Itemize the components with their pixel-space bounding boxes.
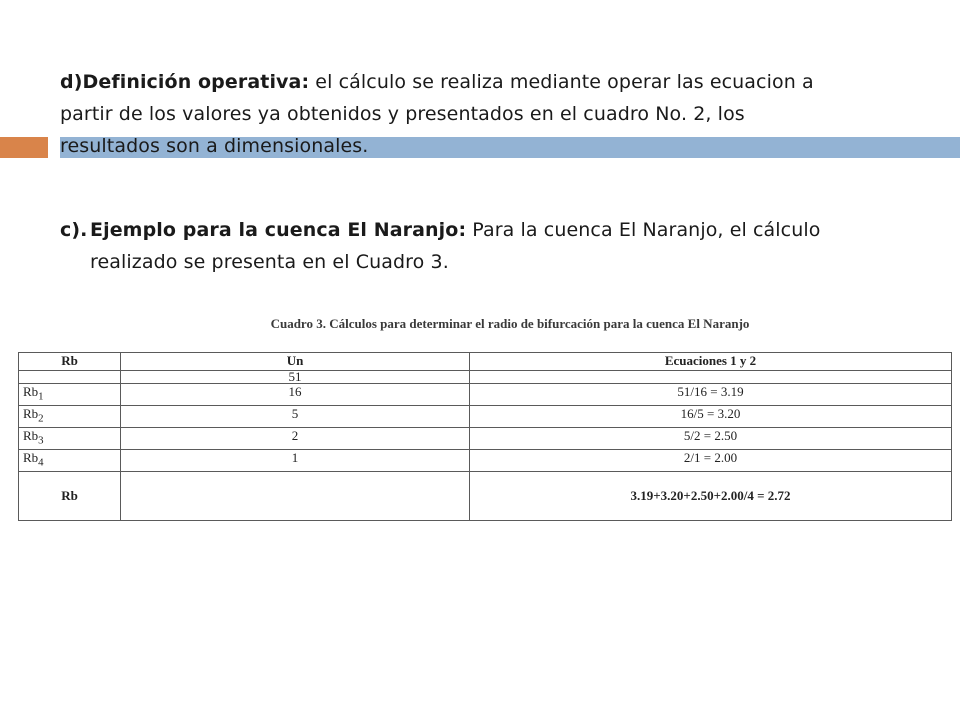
- total-rb-cell: Rb: [19, 472, 121, 521]
- section-d-paragraph: [60, 66, 920, 162]
- table-total-row: [19, 472, 952, 521]
- table-row: [19, 371, 952, 384]
- table-row: [19, 450, 952, 472]
- un-cell: 5: [121, 406, 470, 428]
- un-cell: 1: [121, 450, 470, 472]
- section-d-line1: el cálculo se realiza mediante operar las ecuacion a: [309, 71, 814, 93]
- equation-cell: 51/16 = 3.19: [470, 384, 952, 406]
- bifurcation-table: [18, 352, 952, 521]
- un-cell: 2: [121, 428, 470, 450]
- section-d-line2: partir de los valores ya obtenidos y presentados en el cuadro No. 2, los: [60, 103, 745, 125]
- rb-cell: $Rb_1$: [19, 384, 121, 406]
- rb-cell: $Rb_4$: [19, 450, 121, 472]
- section-d-line3: resultados son a dimensionales.: [60, 135, 369, 157]
- section-c-paragraph: [60, 214, 920, 278]
- total-un-cell: [121, 472, 470, 521]
- equation-cell: 5/2 = 2.50: [470, 428, 952, 450]
- table-row: [19, 406, 952, 428]
- section-c-title: Ejemplo para la cuenca El Naranjo:: [90, 219, 467, 241]
- accent-bar-orange: [0, 137, 48, 158]
- total-equation-cell: 3.19+3.20+2.50+2.00/4 = 2.72: [470, 472, 952, 521]
- un-cell: 16: [121, 384, 470, 406]
- un-cell: 51: [121, 371, 470, 384]
- header-equations: Ecuaciones 1 y 2: [470, 353, 952, 371]
- section-c-line1: Para la cuenca El Naranjo, el cálculo: [466, 219, 821, 241]
- table-caption: Cuadro 3. Cálculos para determinar el radio de bifurcación para la cuenca El Naranjo: [270, 316, 750, 331]
- equation-cell: 16/5 = 3.20: [470, 406, 952, 428]
- section-d-label: d)Definición operativa:: [60, 71, 310, 93]
- header-un: Un: [121, 353, 470, 371]
- table-row: [19, 428, 952, 450]
- equation-cell: [470, 371, 952, 384]
- table-row: [19, 384, 952, 406]
- header-rb: Rb: [19, 353, 121, 371]
- section-c-label: c).: [60, 219, 88, 241]
- rb-cell: $Rb_2$: [19, 406, 121, 428]
- table-header-row: [19, 353, 952, 371]
- rb-cell: $Rb_3$: [19, 428, 121, 450]
- section-c-line2: realizado se presenta en el Cuadro 3.: [90, 251, 449, 273]
- rb-cell: [19, 371, 121, 384]
- equation-cell: 2/1 = 2.00: [470, 450, 952, 472]
